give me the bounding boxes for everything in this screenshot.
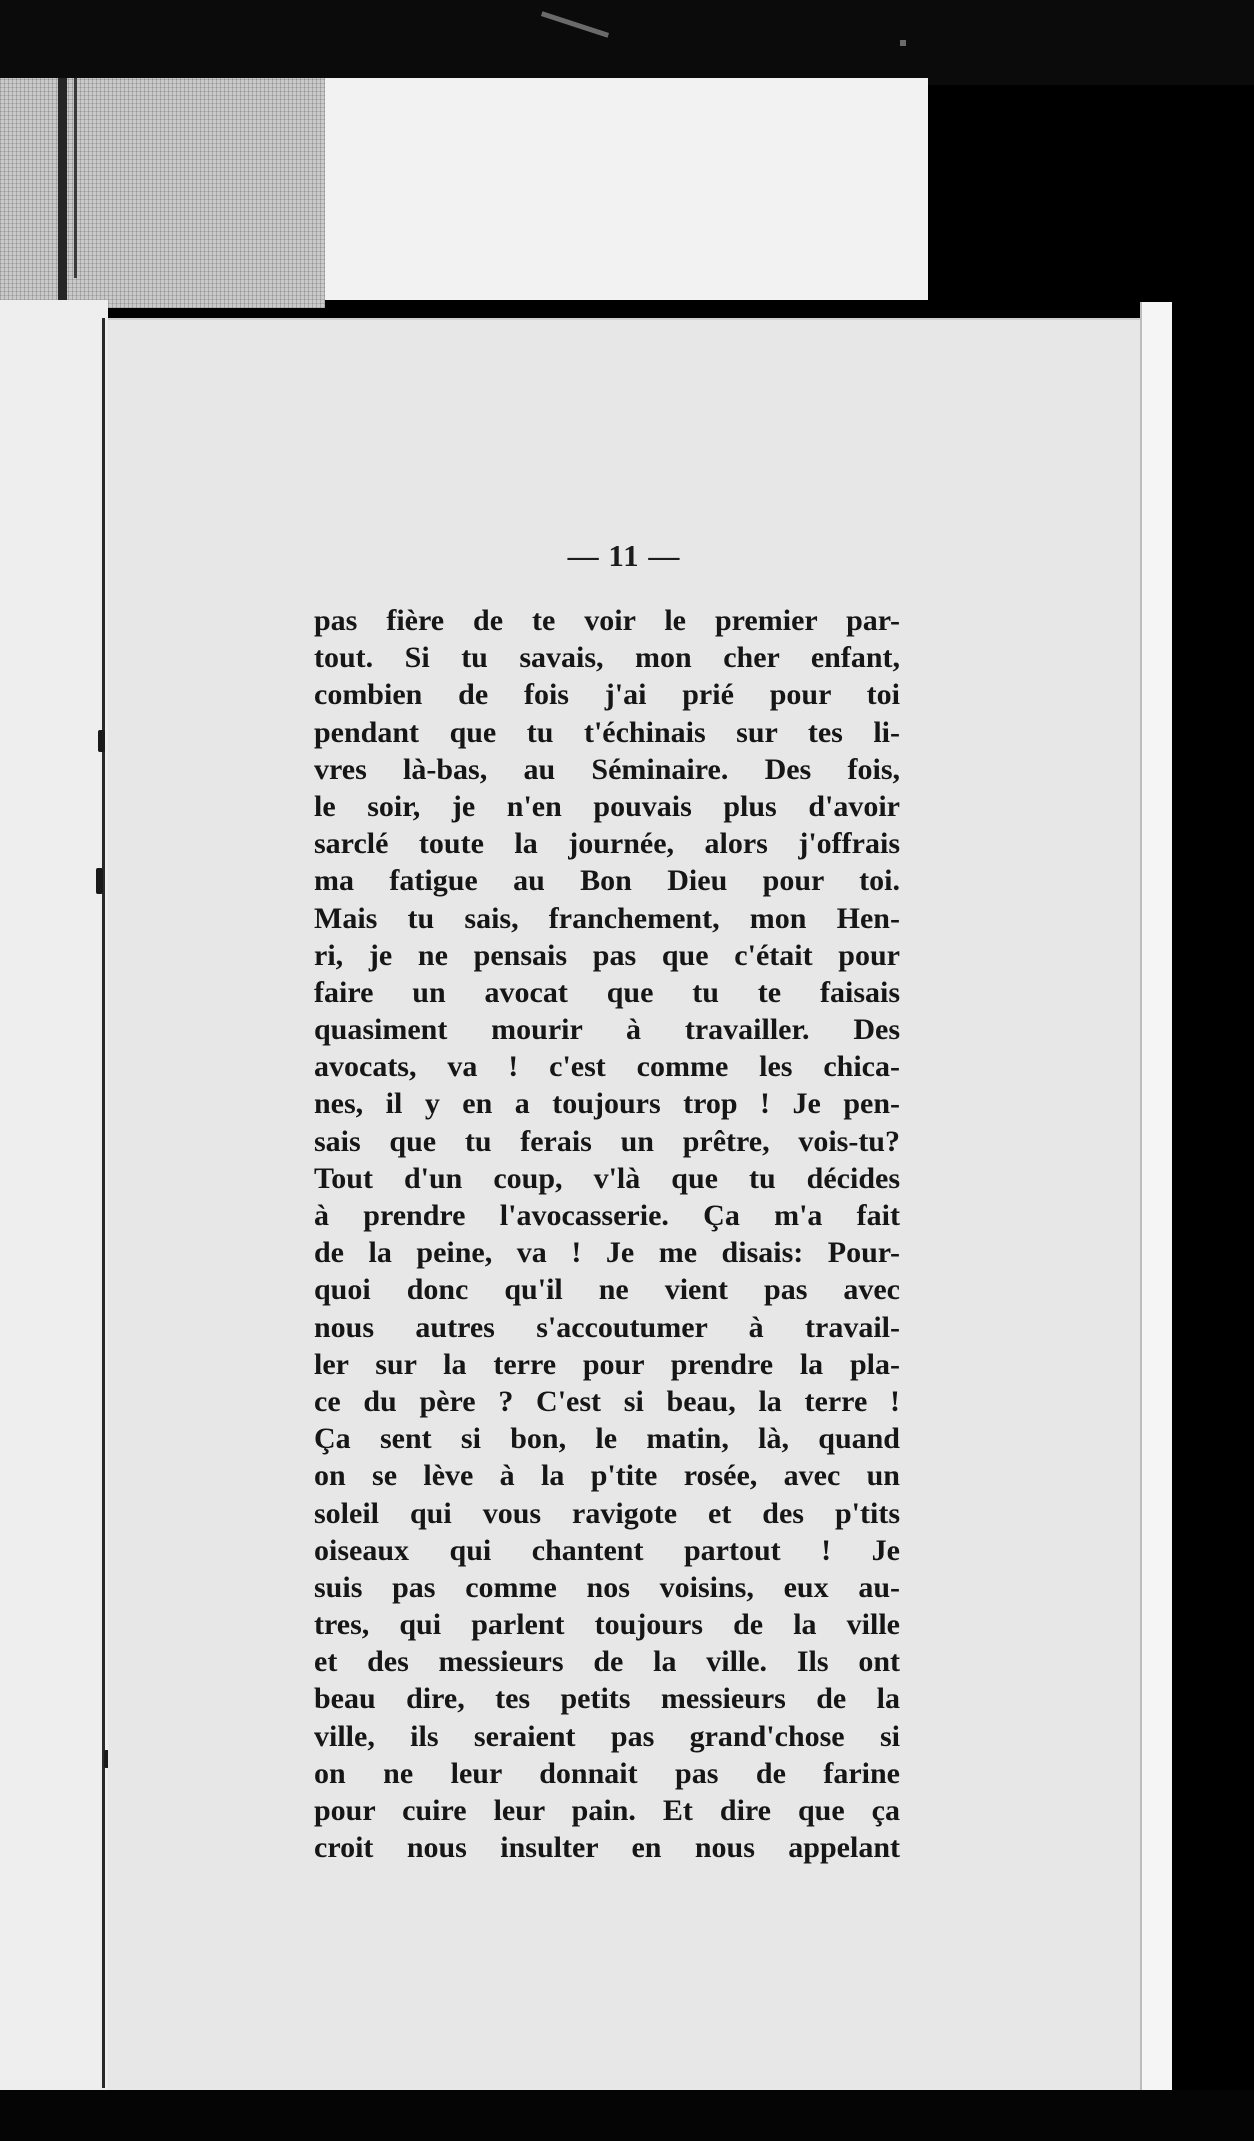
- scan-artifact: [900, 40, 906, 46]
- book-page: [108, 318, 1140, 2092]
- text-line: le soir, je n'en pouvais plus d'avoir: [314, 789, 900, 823]
- text-line: et des messieurs de la ville. Ils ont: [314, 1645, 900, 1679]
- text-line: quoi donc qu'il ne vient pas avec: [314, 1273, 900, 1307]
- scanner-background-top: [0, 0, 1254, 85]
- gutter-mark: [98, 730, 105, 752]
- text-line: vres là-bas, au Séminaire. Des fois,: [314, 752, 900, 786]
- text-line: suis pas comme nos voisins, eux au-: [314, 1570, 900, 1604]
- page-edge: [1140, 302, 1172, 2090]
- text-line: de la peine, va ! Je me disais: Pour-: [314, 1236, 900, 1270]
- text-line: soleil qui vous ravigote et des p'tits: [314, 1496, 900, 1530]
- text-line: Ça sent si bon, le matin, là, quand: [314, 1422, 900, 1456]
- text-line: on ne leur donnait pas de farine: [314, 1756, 900, 1790]
- page-gutter-line: [102, 318, 105, 2088]
- scan-artifact: [541, 11, 609, 37]
- text-line: Tout d'un coup, v'là que tu décides: [314, 1161, 900, 1195]
- text-line: faire un avocat que tu te faisais: [314, 975, 900, 1009]
- text-line: sarclé toute la journée, alors j'offrais: [314, 827, 900, 861]
- binding-stitch: [74, 78, 77, 278]
- text-line: ville, ils seraient pas grand'chose si: [314, 1719, 900, 1753]
- text-line: nous autres s'accoutumer à travail-: [314, 1310, 900, 1344]
- text-line: Mais tu sais, franchement, mon Hen-: [314, 901, 900, 935]
- gutter-mark: [96, 868, 103, 894]
- cloth-binding: [0, 78, 325, 308]
- text-line: nes, il y en a toujours trop ! Je pen-: [314, 1087, 900, 1121]
- text-line: à prendre l'avocasserie. Ça m'a fait: [314, 1199, 900, 1232]
- text-line: tout. Si tu savais, mon cher enfant,: [314, 641, 900, 675]
- binding-stitch: [58, 78, 67, 308]
- text-line: ri, je ne pensais pas que c'était pour: [314, 938, 900, 972]
- text-line: beau dire, tes petits messieurs de la: [314, 1682, 900, 1716]
- text-line: croit nous insulter en nous appelant: [314, 1831, 900, 1865]
- text-line: quasiment mourir à travailler. Des: [314, 1013, 900, 1047]
- previous-page-strip: [320, 78, 928, 300]
- page-text: [314, 602, 900, 1866]
- text-line: sais que tu ferais un prêtre, vois-tu?: [314, 1124, 900, 1158]
- text-line: pour cuire leur pain. Et dire que ça: [314, 1794, 900, 1827]
- text-line: pendant que tu t'échinais sur tes li-: [314, 715, 900, 749]
- page-number: — 11 —: [567, 538, 681, 573]
- text-line: ler sur la terre pour prendre la pla-: [314, 1347, 900, 1381]
- text-line: avocats, va ! c'est comme les chica-: [314, 1050, 900, 1084]
- text-line: ce du père ? C'est si beau, la terre !: [314, 1384, 900, 1418]
- text-line: pas fière de te voir le premier par-: [314, 604, 900, 637]
- left-margin: [0, 300, 108, 2090]
- text-line: ma fatigue au Bon Dieu pour toi.: [314, 864, 900, 898]
- text-line: combien de fois j'ai prié pour toi: [314, 678, 900, 712]
- text-line: tres, qui parlent toujours de la ville: [314, 1608, 900, 1642]
- text-line: oiseaux qui chantent partout ! Je: [314, 1533, 900, 1567]
- text-line: on se lève à la p'tite rosée, avec un: [314, 1459, 900, 1493]
- scanner-background-bottom: [0, 2090, 1254, 2141]
